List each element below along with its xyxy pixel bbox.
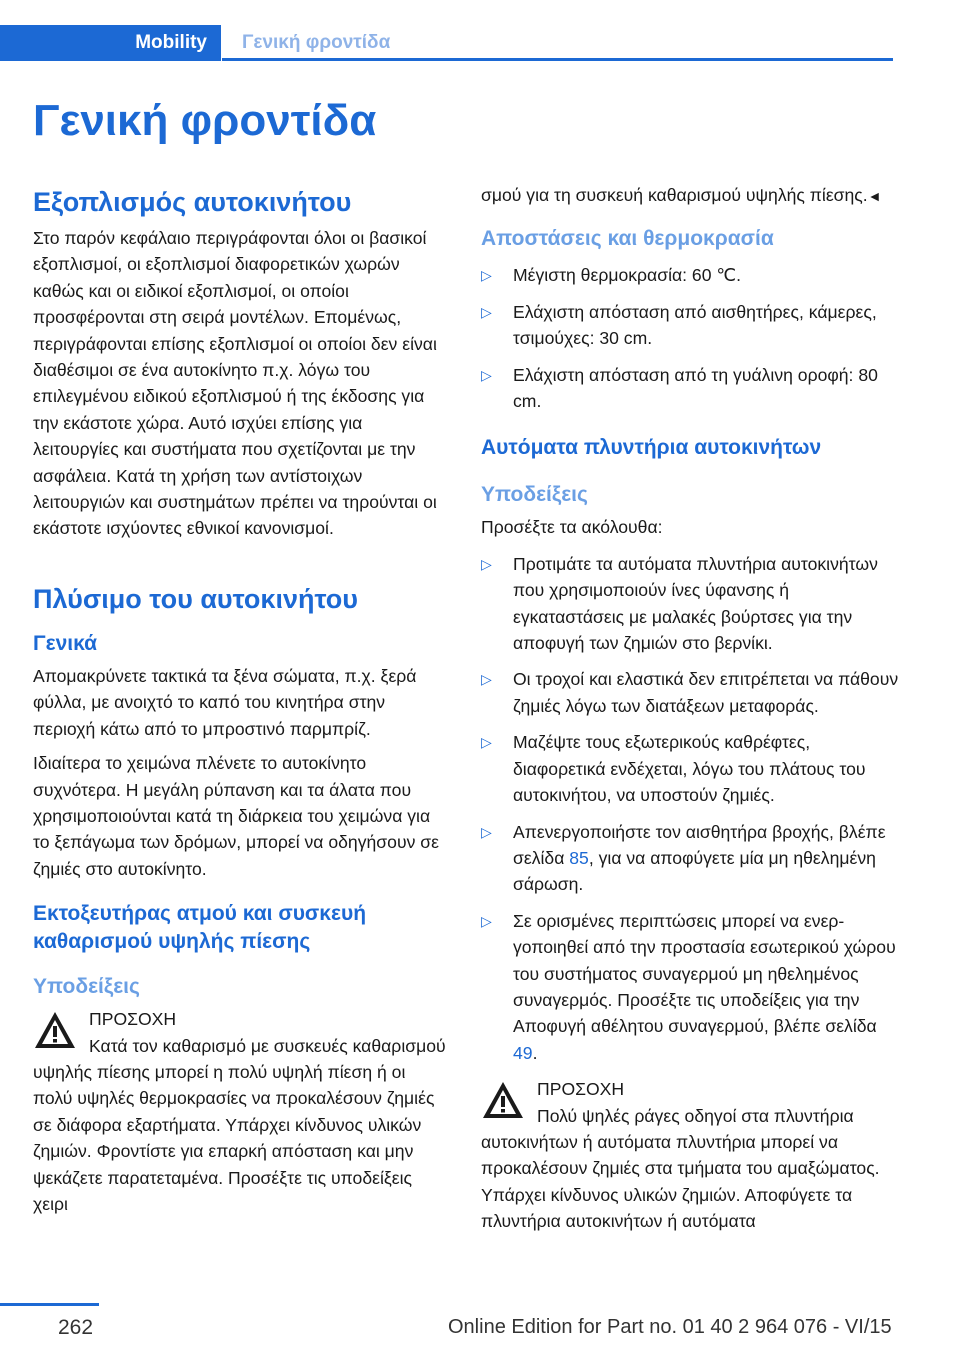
- bullet-arrow-icon: ▷: [481, 912, 492, 929]
- right-column: [481, 182, 899, 1235]
- page-title: Γενική φροντίδα: [33, 96, 377, 145]
- end-mark: ◄: [867, 188, 882, 204]
- bullet-arrow-icon: ▷: [481, 267, 492, 284]
- warning-text: Κατά τον καθαρισμό με συσκευές καθαρισμού υψηλής πίεσης μπορεί η πολύ υψηλή πίεση ή οι πολύ υψηλές θερμοκρασίες να προκαλέσουν ζημιές σε διάφορα εξαρτήματα. Υπάρχει κίνδυνος υλικών ζημιών. Φροντίστε για επαρκή απόσταση και μην ψεκάζετε παρατεταμένα. Προσέξτε τις υποδείξεις χειρι: [33, 1035, 446, 1214]
- list-item: ▷ Ελάχιστη απόσταση από αισθητήρες, κάμερες, τσιμούχες: 30 cm.: [481, 299, 899, 352]
- distances-list: [481, 262, 899, 414]
- warning-block: [33, 1006, 449, 1217]
- car-wash-list: [481, 551, 899, 1066]
- warning-label: ΠΡΟΣΟΧΗ: [537, 1079, 625, 1100]
- list-item: ▷ Μαζέψτε τους εξωτερικούς καθρέφτες, διαφορετικά ενδέχεται, λόγω του πλάτους του αυτοκινήτου, να υποστούν ζημιές.: [481, 729, 899, 808]
- list-item: ▷ Απενεργοποιήστε τον αισθητήρα βροχής, βλέπε σελίδα 85, για να αποφύγετε μία μη ηθελημένη σάρωση.: [481, 819, 899, 898]
- page-number: 262: [58, 1316, 94, 1339]
- bullet-arrow-icon: ▷: [481, 671, 492, 688]
- bullet-arrow-icon: ▷: [481, 734, 492, 751]
- warning-triangle-icon: [481, 1080, 525, 1120]
- list-item: ▷ Μέγιστη θερμοκρασία: 60 ℃.: [481, 262, 899, 288]
- bullet-arrow-icon: ▷: [481, 555, 492, 572]
- header-section-tab[interactable]: Mobility: [0, 25, 221, 61]
- footer-edition: Online Edition for Part no. 01 40 2 964 076 - VI/15: [448, 1316, 892, 1338]
- bullet-arrow-icon: ▷: [481, 823, 492, 840]
- bullet-arrow-icon: ▷: [481, 366, 492, 383]
- hints-heading: Υποδείξεις: [481, 483, 588, 507]
- general-paragraph-2: Ιδιαίτερα το χειμώνα πλένετε το αυτοκίνητο συχνότερα. Η μεγάλη ρύπανση και τα άλατα που χρησιμοποιούνται κατά τη διάρκεια του χειμώνα για το ξεπάγωμα των δρόμων, μπορεί να οδηγήσουν σε ζημιές στο αυτοκίνητο.: [33, 753, 439, 879]
- continued-text: σμού για τη συσκευή καθαρισμού υψηλής πίεσης.◄: [481, 185, 882, 205]
- general-heading: Γενικά: [33, 631, 98, 655]
- equipment-text: Στο παρόν κεφάλαιο περιγράφονται όλοι οι βασικοί εξοπλισμοί, οι εξοπλισμοί διαφορετικών χωρών καθώς και οι ειδικοί εξοπλισμοί, οι οποίοι προσφέρονται στη σειρά μοντέλων. Επομένως, περιγράφονται επίσης εξοπλισμοί οι οποίοι δεν είναι διαθέσιμοι σε ένα αυτοκίνητο π.χ. λόγω του επιλεγμένου ειδικού εξοπλισμού ή της έκδοσης για την εκάστοτε χώρα. Αυτό ισχύει επίσης για λειτουργίες και συστήματα που σχετίζονται με την ασφάλεια. Κατά τη χρήση των αντίστοιχων λειτουργιών και συστημάτων πρέπει να τηρούνται οι εκάστοτε ισχύοντες εθνικοί κανονισμοί.: [33, 228, 437, 539]
- distances-heading: Αποστάσεις και θερμοκρασία: [481, 227, 774, 251]
- steam-cleaner-heading: Εκτοξευτήρας ατμού και συσκευή καθαρισμού υψηλής πίεσης: [33, 902, 367, 954]
- page-header: [0, 25, 893, 61]
- left-column: [33, 185, 449, 1217]
- list-item: ▷ Οι τροχοί και ελαστικά δεν επιτρέπεται να πάθουν ζημιές λόγω των διατάξεων μεταφοράς.: [481, 666, 899, 719]
- bullet-arrow-icon: ▷: [481, 303, 492, 320]
- warning-block: [481, 1076, 899, 1234]
- general-paragraph-1: Απομακρύνετε τακτικά τα ξένα σώματα, π.χ. ξερά φύλλα, με ανοιχτό το καπό του κινητήρα στην περιοχή κάτω από το μπροστινό παρμπρίζ.: [33, 665, 417, 739]
- car-wash-heading: Αυτόματα πλυντήρια αυτοκινήτων: [481, 436, 822, 460]
- list-item: ▷ Ελάχιστη απόσταση από τη γυάλινη οροφή: 80 cm.: [481, 362, 899, 415]
- list-item: ▷ Σε ορισμένες περιπτώσεις μπορεί να ενεργοποιηθεί από την προστασία εσωτερικού χώρου του συστήματος συναγερμού μη ηθελημένος συναγερμός. Προσέξτε τις υποδείξεις για την Αποφυγή αθέλητου συναγερμού, βλέπε σελίδα 49.: [481, 908, 899, 1066]
- footer-rule: [0, 1303, 99, 1306]
- warning-triangle-icon: [33, 1010, 77, 1050]
- warning-label: ΠΡΟΣΟΧΗ: [89, 1009, 177, 1030]
- page-link-85[interactable]: 85: [569, 847, 589, 868]
- intro-text: Προσέξτε τα ακόλουθα:: [481, 517, 663, 538]
- list-item: ▷ Προτιμάτε τα αυτόματα πλυντήρια αυτοκινήτων που χρησιμοποιούν ίνες ύφανσης ή εγκαταστάσεις με μαλακές βούρτσες για την αποφυγή των ζημιών στο βερνίκι.: [481, 551, 899, 657]
- warning-text: Πολύ ψηλές ράγες οδηγοί στα πλυντήρια αυτοκινήτων ή αυτόματα πλυντήρια μπορεί να προκαλέσουν ζημιές στα τμήματα του αμαξώματος. Υπάρχει κίνδυνος υλικών ζημιών. Αποφύγετε τα πλυντήρια αυτοκινήτων ή αυτόματα: [481, 1105, 880, 1232]
- washing-heading: Πλύσιμο του αυτοκινήτου: [33, 583, 358, 614]
- hints-heading: Υποδείξεις: [33, 975, 140, 999]
- equipment-heading: Εξοπλισμός αυτοκινήτου: [33, 187, 352, 217]
- page-link-49[interactable]: 49: [513, 1042, 533, 1063]
- header-chapter-tab[interactable]: Γενική φροντίδα: [222, 25, 893, 61]
